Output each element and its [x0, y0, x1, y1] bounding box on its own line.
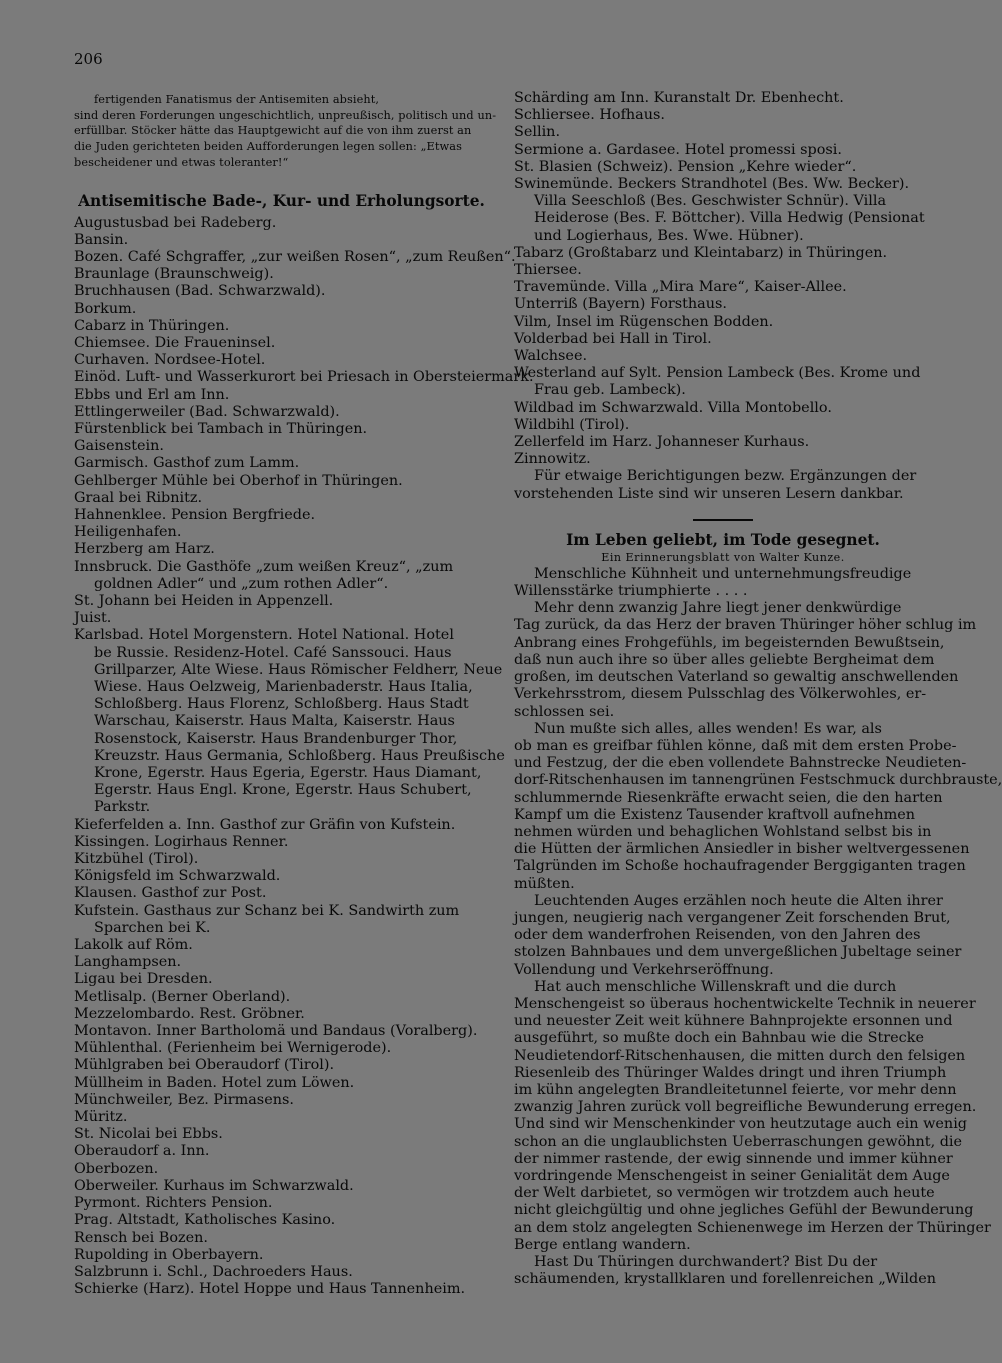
- spa-list-item: Tabarz (Großtabarz und Kleintabarz) in Thüringen.: [514, 244, 888, 261]
- spa-list-item: Zellerfeld im Harz. Johanneser Kurhaus.: [514, 434, 810, 451]
- spa-list-item: Curhaven. Nordsee-Hotel.: [74, 352, 266, 369]
- spa-list-item: Ettlingerweiler (Bad. Schwarzwald).: [74, 403, 340, 420]
- article-text-line: Verkehrsstrom, diesem Pulsschlag des Völkerwohles, er-: [514, 686, 927, 703]
- spa-list-item: St. Johann bei Heiden in Appenzell.: [74, 592, 334, 609]
- article-text-line: Neudietendorf-Ritschenhausen, die mitten durch den felsigen: [514, 1047, 966, 1064]
- spa-list-item: Sermione a. Gardasee. Hotel promessi sposi.: [514, 141, 842, 158]
- spa-list-item: Rensch bei Bozen.: [74, 1229, 208, 1246]
- article-text-line: Talgründen im Schoße hochaufragender Berggiganten tragen: [514, 858, 966, 875]
- spa-list-item: Chiemsee. Die Fraueninsel.: [74, 334, 276, 351]
- spa-list-item: Egerstr. Haus Engl. Krone, Egerstr. Haus Schubert,: [94, 782, 472, 799]
- spa-list-item: Juist.: [74, 610, 112, 627]
- spa-list-item: Kufstein. Gasthaus zur Schanz bei K. Sandwirth zum: [74, 902, 460, 919]
- spa-list-item: Rosenstock, Kaiserstr. Haus Brandenburger Thor,: [94, 730, 458, 747]
- spa-list-item: St. Nicolai bei Ebbs.: [74, 1126, 223, 1143]
- spa-list-item: Garmisch. Gasthof zum Lamm.: [74, 455, 300, 472]
- spa-list-item: Prag. Altstadt, Katholisches Kasino.: [74, 1212, 336, 1229]
- spa-list-item: Vilm, Insel im Rügenschen Bodden.: [514, 313, 774, 330]
- article-text-line: dorf-Ritschenhausen im tannengrünen Festschmuck durchbrauste,: [514, 772, 1002, 789]
- spa-list-item: Mezzelombardo. Rest. Gröbner.: [74, 1005, 305, 1022]
- spa-list-item: Kissingen. Logirhaus Renner.: [74, 833, 289, 850]
- article-text-line: Hast Du Thüringen durchwandert? Bist Du der: [534, 1254, 878, 1270]
- spa-list-item: Gehlberger Mühle bei Oberhof in Thüringen.: [74, 472, 403, 489]
- spa-list-item: Schierke (Harz). Hotel Hoppe und Haus Tannenheim.: [74, 1281, 466, 1298]
- article-text-line: der nimmer rastende, der ewig sinnende und immer kühner: [514, 1150, 953, 1167]
- article-text-line: Kampf um die Existenz Tausender kraftvoll aufnehmen: [514, 806, 916, 823]
- article-text-line: Hat auch menschliche Willenskraft und die durch: [534, 978, 897, 995]
- spa-list-item: Innsbruck. Die Gasthöfe „zum weißen Kreuz“, „zum: [74, 558, 454, 575]
- article-text-line: und neuester Zeit weit kühnere Bahnprojekte ersonnen und: [514, 1013, 953, 1030]
- spa-list-item: Für etwaige Berichtigungen bezw. Ergänzungen der: [534, 468, 917, 485]
- page-number: 206: [74, 50, 103, 68]
- article-text-line: nehmen würden und behaglichen Wohlstand selbst bis in: [514, 823, 932, 840]
- spa-list-item: Volderbad bei Hall in Tirol.: [514, 330, 712, 347]
- spa-list-item: Cabarz in Thüringen.: [74, 317, 230, 334]
- spa-list-item: Travemünde. Villa „Mira Mare“, Kaiser-Allee.: [514, 279, 847, 296]
- spa-list-item: Oberaudorf a. Inn.: [74, 1143, 210, 1160]
- spa-list-item: Mühlenthal. (Ferienheim bei Wernigerode).: [74, 1040, 392, 1057]
- article-text-line: Menschengeist so überaus hochentwickelte Technik in neuerer: [514, 995, 976, 1012]
- spa-list-item: Parkstr.: [94, 799, 151, 816]
- article-text-line: Riesenleib des Thüringer Waldes dringt und ihren Triumph: [514, 1064, 947, 1081]
- spa-list-item: Warschau, Kaiserstr. Haus Malta, Kaiserstr. Haus: [94, 713, 455, 730]
- spa-list-item: Borkum.: [74, 300, 137, 317]
- article-text-line: die Hütten der ärmlichen Ansiedler in bisher weltvergessenen: [514, 841, 970, 858]
- article-text-line: Anbrang eines Frohgefühls, im begeisternden Bewußtsein,: [514, 634, 945, 651]
- article-title: Im Leben geliebt, im Tode gesegnet.: [566, 530, 880, 549]
- article-text-line: jungen, neugierig nach vergangener Zeit forschenden Brut,: [514, 909, 951, 926]
- spa-list-item: Villa Seeschloß (Bes. Geschwister Schnür). Villa: [534, 193, 887, 210]
- article-text-line: stolzen Bahnbaues und dem unvergeßlichen Jubeltage seiner: [514, 944, 962, 961]
- article-subtitle: Ein Erinnerungsblatt von Walter Kunze.: [601, 550, 845, 564]
- spa-list-item: Thiersee.: [514, 262, 582, 279]
- spa-list-item: Karlsbad. Hotel Morgenstern. Hotel National. Hotel: [74, 627, 454, 644]
- article-text-line: Leuchtenden Auges erzählen noch heute die Alten ihrer: [534, 892, 943, 909]
- article-text-line: Und sind wir Menschenkinder von heutzutage auch ein wenig: [514, 1116, 968, 1133]
- spa-list-item: Münchweiler, Bez. Pirmasens.: [74, 1091, 294, 1108]
- article-text-line: Menschliche Kühnheit und unternehmungsfreudige: [534, 565, 912, 582]
- spa-list-item: Gaisenstein.: [74, 438, 164, 455]
- spa-list-item: Sellin.: [514, 124, 561, 141]
- spa-list-item: Müritz.: [74, 1109, 128, 1126]
- spa-list-item: vorstehenden Liste sind wir unseren Lesern dankbar.: [514, 485, 904, 502]
- article-text-line: schäumenden, krystallklaren und forellenreichen „Wilden: [514, 1271, 937, 1288]
- article-body: [514, 565, 1002, 1289]
- article-text-line: Tag zurück, da das Herz der braven Thüringer höher schlug im: [514, 617, 977, 634]
- spa-list-item: Kitzbühel (Tirol).: [74, 851, 199, 868]
- spa-list-item: Langhampsen.: [74, 954, 182, 971]
- article-text-line: zwanzig Jahren zurück voll begreifliche Bewunderung erregen.: [514, 1099, 977, 1116]
- spa-list-item: Pyrmont. Richters Pension.: [74, 1195, 273, 1212]
- article-text-line: müßten.: [514, 875, 575, 892]
- article-text-line: Nun mußte sich alles, alles wenden! Es war, als: [534, 720, 882, 737]
- spa-list-item: Ligau bei Dresden.: [74, 971, 213, 988]
- article-text-line: schon an die unglaublichsten Ueberraschungen gewöhnt, die: [514, 1133, 963, 1150]
- spa-list-item: Montavon. Inner Bartholomä und Bandaus (Voralberg).: [74, 1023, 478, 1040]
- article-text-line: Vollendung und Verkehrseröffnung.: [514, 961, 774, 978]
- spa-list-item: Grillparzer, Alte Wiese. Haus Römischer Feldherr, Neue: [94, 661, 503, 678]
- spa-list-item: Heiderose (Bes. F. Böttcher). Villa Hedwig (Pensionat: [534, 210, 925, 227]
- article-text-line: im kühn angelegten Brandleitetunnel feierte, vor mehr denn: [514, 1081, 957, 1098]
- spa-list-item: Bozen. Café Schgraffer, „zur weißen Rosen“, „zum Reußen“.: [74, 248, 516, 265]
- section-divider: [693, 519, 753, 521]
- intro-text-line: bescheidener und etwas toleranter!“: [74, 155, 289, 169]
- article-text-line: und Festzug, der die eben vollendete Bahnstrecke Neudieten-: [514, 755, 967, 772]
- spa-list-item: Augustusbad bei Radeberg.: [74, 214, 277, 231]
- intro-text-line: die Juden gerichteten beiden Aufforderungen legen sollen: „Etwas: [74, 140, 463, 154]
- article-text-line: Willensstärke triumphierte . . . .: [514, 583, 748, 600]
- spa-list-item: Sparchen bei K.: [94, 919, 211, 936]
- article-text-line: ob man es greifbar fühlen könne, daß mit dem ersten Probe-: [514, 737, 957, 754]
- spa-list-item: Lakolk auf Röm.: [74, 937, 193, 954]
- article-text-line: schlummernde Riesenkräfte erwacht seien, die den harten: [514, 789, 943, 806]
- spa-list-item: Salzbrunn i. Schl., Dachroeders Haus.: [74, 1263, 353, 1280]
- left-column: [74, 92, 534, 1298]
- spa-list-continued: [514, 90, 932, 503]
- spa-list-item: Oberweiler. Kurhaus im Schwarzwald.: [74, 1177, 354, 1194]
- spa-list-item: Klausen. Gasthof zur Post.: [74, 885, 267, 902]
- article-text-line: Mehr denn zwanzig Jahre liegt jener denkwürdige: [534, 600, 902, 617]
- spa-list-item: Schloßberg. Haus Florenz, Schloßberg. Haus Stadt: [94, 696, 469, 713]
- spa-list-item: Unterriß (Bayern) Forsthaus.: [514, 296, 727, 313]
- spa-list-item: Frau geb. Lambeck).: [534, 382, 686, 399]
- spa-list-item: Metlisalp. (Berner Oberland).: [74, 988, 291, 1005]
- spa-list-item: Rupolding in Oberbayern.: [74, 1246, 264, 1263]
- article-text-line: der Welt darbietet, so vermögen wir trotzdem auch heute: [514, 1185, 935, 1202]
- spa-list-item: Westerland auf Sylt. Pension Lambeck (Bes. Krome und: [514, 365, 921, 382]
- spa-list-item: Walchsee.: [514, 348, 588, 365]
- spa-list-item: be Russie. Residenz-Hotel. Café Sanssouci. Haus: [94, 644, 452, 661]
- spa-list-item: Bruchhausen (Bad. Schwarzwald).: [74, 283, 326, 300]
- spa-list-item: Schärding am Inn. Kuranstalt Dr. Ebenhecht.: [514, 90, 844, 106]
- spa-list-item: Bansin.: [74, 231, 129, 248]
- article-text-line: vordringende Menschengeist in seiner Genialität dem Auge: [514, 1167, 950, 1184]
- spa-list-item: Müllheim in Baden. Hotel zum Löwen.: [74, 1074, 355, 1091]
- spa-list: [74, 214, 534, 1299]
- spa-list-item: Fürstenblick bei Tambach in Thüringen.: [74, 420, 368, 437]
- article-text-line: daß nun auch ihre so über alles geliebte Bergheimat dem: [514, 651, 935, 668]
- spa-list-item: Königsfeld im Schwarzwald.: [74, 868, 281, 885]
- spa-list-item: Oberbozen.: [74, 1160, 159, 1177]
- spa-list-item: und Logierhaus, Bes. Wwe. Hübner).: [534, 227, 804, 244]
- article-text-line: an dem stolz angelegten Schienenwege im Herzen der Thüringer: [514, 1219, 991, 1236]
- right-column: [514, 90, 1002, 1288]
- spa-list-item: Kieferfelden a. Inn. Gasthof zur Gräfin von Kufstein.: [74, 816, 456, 833]
- spa-list-item: Hahnenklee. Pension Bergfriede.: [74, 506, 316, 523]
- article-text-line: ausgeführt, so mußte doch ein Bahnbau wie die Strecke: [514, 1030, 924, 1047]
- spa-list-item: Kreuzstr. Haus Germania, Schloßberg. Haus Preußische: [94, 747, 505, 764]
- spa-list-item: Swinemünde. Beckers Strandhotel (Bes. Ww. Becker).: [514, 176, 910, 193]
- intro-text-line: erfüllbar. Stöcker hätte das Hauptgewicht auf die von ihm zuerst an: [74, 124, 472, 138]
- spa-list-item: Braunlage (Braunschweig).: [74, 266, 274, 283]
- spa-list-item: Wiese. Haus Oelzweig, Marienbaderstr. Haus Italia,: [94, 679, 473, 695]
- spa-list-item: Schliersee. Hofhaus.: [514, 107, 665, 124]
- spa-list-item: goldnen Adler“ und „zum rothen Adler“.: [94, 575, 389, 592]
- spa-list-item: Mühlgraben bei Oberaudorf (Tirol).: [74, 1057, 335, 1074]
- intro-text-line: sind deren Forderungen ungeschichtlich, unpreußisch, politisch und un-: [74, 108, 497, 122]
- article-text-line: großen, im deutschen Vaterland so gewaltig anschwellenden: [514, 669, 959, 686]
- spa-list-item: Zinnowitz.: [514, 451, 591, 468]
- spa-list-item: Herzberg am Harz.: [74, 541, 215, 558]
- spa-list-item: Wildbihl (Tirol).: [514, 416, 630, 433]
- article-text-line: Berge entlang wandern.: [514, 1236, 691, 1253]
- spa-list-item: St. Blasien (Schweiz). Pension „Kehre wieder“.: [514, 158, 857, 175]
- spa-list-item: Einöd. Luft- und Wasserkurort bei Priesach in Obersteiermark.: [74, 369, 534, 386]
- spa-list-item: Graal bei Ribnitz.: [74, 489, 203, 506]
- intro-paragraph: [74, 92, 497, 171]
- spa-list-item: Krone, Egerstr. Haus Egeria, Egerstr. Haus Diamant,: [94, 765, 482, 782]
- article-text-line: schlossen sei.: [514, 703, 615, 720]
- article-text-line: nicht gleichgültig und ohne jegliches Gefühl der Bewunderung: [514, 1202, 974, 1219]
- article-text-line: oder dem wanderfrohen Reisenden, von den Jahren des: [514, 927, 921, 944]
- spa-list-item: Ebbs und Erl am Inn.: [74, 386, 230, 403]
- intro-text-line: fertigenden Fanatismus der Antisemiten absieht,: [94, 93, 380, 106]
- spa-list-item: Wildbad im Schwarzwald. Villa Montobello.: [514, 399, 832, 416]
- spa-list-item: Heiligenhafen.: [74, 524, 182, 541]
- section-heading-spa-list: Antisemitische Bade-, Kur- und Erholungsorte.: [78, 191, 485, 210]
